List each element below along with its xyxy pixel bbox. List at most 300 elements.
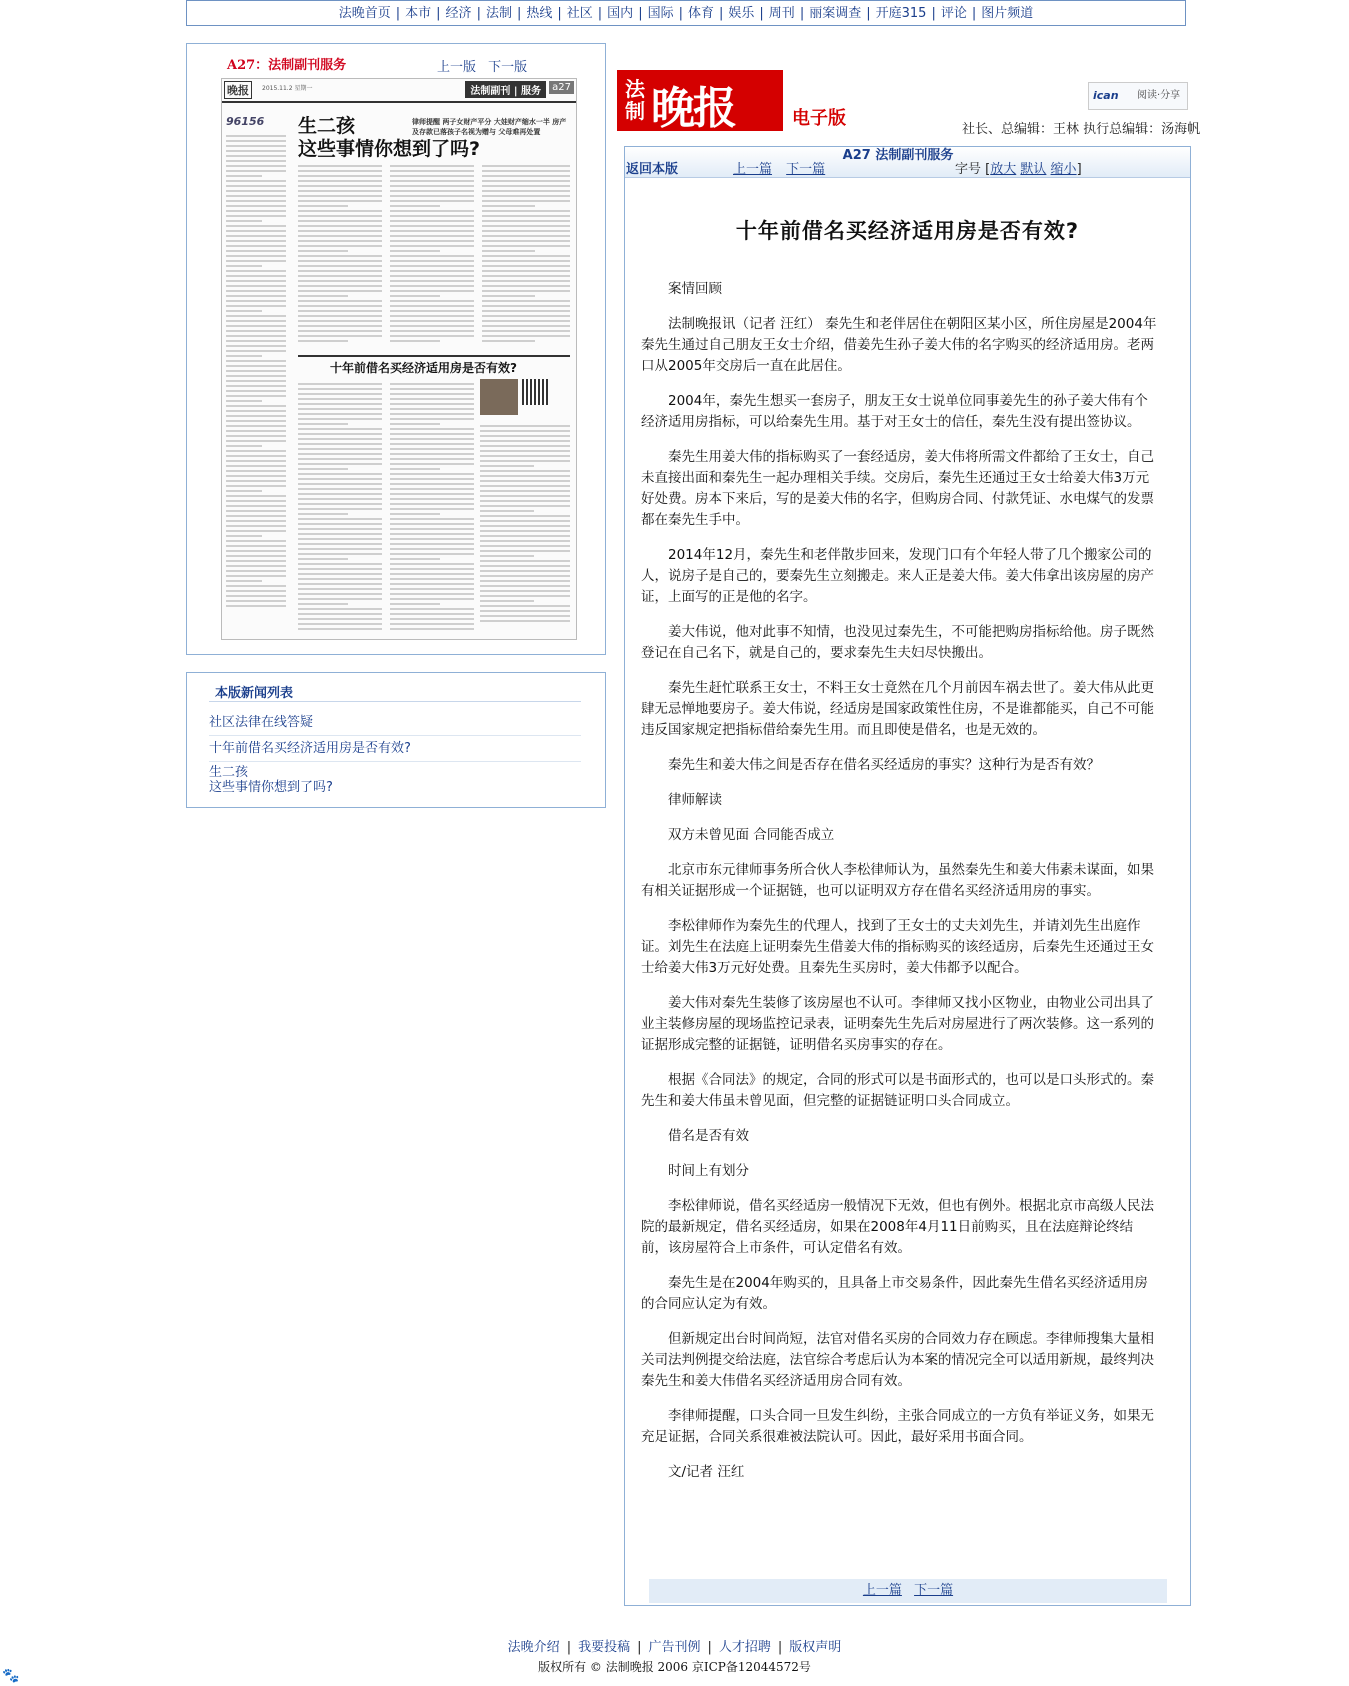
text-line	[298, 583, 382, 585]
text-line	[298, 468, 348, 470]
text-line	[390, 453, 474, 455]
article-frame	[624, 146, 1191, 1606]
text-line	[298, 558, 348, 560]
text-line	[298, 618, 382, 620]
text-line	[390, 280, 474, 282]
nav-item[interactable]: 开庭315	[875, 6, 927, 21]
text-line	[226, 455, 286, 457]
text-line	[226, 375, 286, 377]
text-line	[480, 560, 570, 562]
text-line	[390, 200, 474, 202]
footer-separator: |	[566, 1640, 572, 1655]
text-line	[226, 230, 286, 232]
article-paragraph: 秦先生是在2004年购买的，且具备上市交易条件，因此秦先生借名买经济适用房的合同应认定为有效。	[641, 1275, 1148, 1312]
text-line	[226, 150, 286, 152]
text-line	[480, 525, 570, 527]
text-line	[390, 513, 440, 515]
text-line	[226, 575, 286, 577]
text-line	[298, 290, 382, 292]
nav-item[interactable]: 本市	[405, 6, 432, 21]
text-line	[298, 573, 382, 575]
text-line	[226, 220, 262, 222]
text-line	[480, 535, 570, 537]
text-line	[482, 305, 570, 307]
text-line	[390, 578, 474, 580]
page-label: A27：法制副刊服务	[227, 58, 347, 73]
nav-item[interactable]: 评论	[940, 6, 967, 21]
text-line	[298, 300, 382, 302]
text-line	[390, 448, 474, 450]
logo-wanbao-text: 晚报	[651, 83, 735, 134]
text-line	[390, 573, 474, 575]
bottom-prev-article-link[interactable]: 上一篇	[862, 1583, 902, 1598]
thumbnail-date: 2015.11.2 星期一	[262, 85, 313, 92]
nav-item[interactable]: 国内	[607, 6, 634, 21]
text-line	[298, 418, 382, 420]
text-line	[226, 555, 286, 557]
text-line	[226, 260, 286, 262]
text-line	[226, 565, 286, 567]
text-line	[298, 478, 382, 480]
text-line	[390, 548, 474, 550]
nav-separator: |	[395, 6, 401, 21]
news-list-item[interactable]: 生二孩 这些事情你想到了吗?	[209, 765, 333, 795]
text-line	[226, 335, 286, 337]
text-line	[482, 340, 535, 342]
text-line	[226, 370, 286, 372]
text-line	[390, 623, 474, 625]
text-line	[390, 240, 474, 242]
text-line	[480, 490, 570, 492]
text-line	[480, 585, 570, 587]
text-line	[390, 393, 474, 395]
text-line	[226, 225, 286, 227]
text-line	[482, 185, 570, 187]
text-line	[298, 165, 382, 167]
nav-item[interactable]: 周刊	[768, 6, 795, 21]
text-line	[482, 165, 570, 167]
text-line	[482, 195, 570, 197]
text-line	[390, 185, 474, 187]
text-line	[226, 300, 286, 302]
nav-item[interactable]: 体育	[687, 6, 714, 21]
text-line	[480, 505, 570, 507]
paw-icon[interactable]: 🐾	[2, 1668, 20, 1684]
news-list-item[interactable]: 社区法律在线答疑	[209, 715, 581, 736]
text-line	[298, 603, 348, 605]
text-line	[226, 310, 262, 312]
text-line	[480, 500, 570, 502]
text-line	[482, 290, 570, 292]
text-line	[480, 580, 570, 582]
text-line	[298, 215, 382, 217]
ican-badge[interactable]	[1088, 82, 1188, 110]
text-line	[480, 605, 570, 607]
footer-separator: |	[777, 1640, 783, 1655]
text-line	[226, 255, 286, 257]
column-5-lines	[390, 383, 474, 633]
text-line	[390, 503, 474, 505]
text-line	[480, 575, 570, 577]
text-line	[298, 608, 382, 610]
text-line	[480, 600, 534, 602]
text-line	[298, 588, 382, 590]
column-3-lines	[482, 165, 570, 345]
thumbnail-divider	[298, 355, 570, 357]
text-line	[390, 463, 474, 465]
text-line	[482, 265, 570, 267]
news-list-title: 本版新闻列表	[215, 686, 294, 701]
back-to-page-link[interactable]: 返回本版	[626, 162, 679, 177]
text-line	[298, 388, 382, 390]
page-preview-panel	[186, 43, 606, 655]
bottom-next-article-link[interactable]: 下一篇	[914, 1583, 954, 1598]
text-line	[226, 395, 286, 397]
text-line	[298, 508, 382, 510]
text-line	[226, 355, 262, 357]
text-line	[298, 270, 382, 272]
nav-separator: |	[436, 6, 441, 21]
thumbnail-logo: 晚报	[224, 81, 252, 99]
text-line	[226, 350, 286, 352]
footer-link[interactable]: 版权声明	[789, 1640, 842, 1655]
text-line	[226, 510, 286, 512]
article-paragraph: 2014年12月，秦先生和老伴散步回来，发现门口有个年轻人带了几个搬家公司的人，说房子是自己的，要秦先生立刻搬走。来人正是姜大伟。姜大伟拿出该房屋的房产证，上面写的正是他的名字。	[641, 547, 1154, 605]
text-line	[482, 260, 570, 262]
footer-separator: |	[707, 1640, 712, 1655]
text-line	[226, 430, 286, 432]
footer-link[interactable]: 法晚介绍	[507, 1640, 560, 1655]
text-line	[226, 385, 286, 387]
text-line	[482, 235, 570, 237]
text-line	[480, 495, 570, 497]
text-line	[390, 210, 474, 212]
text-line	[390, 418, 474, 420]
text-line	[482, 280, 570, 282]
column-1-lines	[298, 165, 382, 345]
text-line	[480, 450, 570, 452]
text-line	[226, 265, 262, 267]
nav-separator: |	[516, 6, 522, 21]
next-page-link[interactable]: 下一版	[488, 60, 528, 75]
text-line	[390, 528, 474, 530]
thumbnail-subhead: 律师提醒 两子女财产平分 大娃财产缩水一半 房产及存款已落孩子名视为赠与 父母难再处置	[412, 118, 567, 136]
text-line	[390, 423, 440, 425]
nav-separator: |	[476, 6, 481, 21]
text-line	[226, 215, 286, 217]
text-line	[226, 190, 286, 192]
text-line	[390, 255, 474, 257]
text-line	[390, 413, 474, 415]
text-line	[298, 598, 382, 600]
thumbnail-page-number: a27	[549, 81, 574, 94]
text-line	[226, 305, 286, 307]
text-line	[390, 190, 474, 192]
text-line	[480, 620, 570, 622]
text-line	[226, 205, 286, 207]
text-line	[226, 380, 286, 382]
text-line	[482, 315, 570, 317]
text-line	[482, 255, 570, 257]
text-line	[482, 285, 570, 287]
text-line	[482, 175, 570, 177]
text-line	[390, 260, 474, 262]
text-line	[390, 593, 474, 595]
text-line	[390, 165, 474, 167]
footer-link[interactable]: 广告刊例	[648, 1640, 701, 1655]
text-line	[298, 403, 382, 405]
text-line	[390, 383, 474, 385]
column-2-lines	[390, 165, 474, 345]
prev-article-link[interactable]: 上一篇	[733, 162, 773, 177]
text-line	[482, 210, 570, 212]
article-paragraph: 秦先生用姜大伟的指标购买了一套经适房，姜大伟将所需文件都给了王女士，自己未直接出面和秦先生一起办理相关手续。交房后，秦先生还通过王女士给姜大伟3万元好处费。房本下来后，写的是姜大伟的名字，但购房合同、付款凭证、水电煤气的发票都在秦先生手中。	[641, 449, 1154, 528]
text-line	[298, 200, 382, 202]
article-paragraph: 秦先生赶忙联系王女士，不料王女士竟然在几个月前因车祸去世了。姜大伟从此更肆无忌惮地要房子。姜大伟说，经适房是国家政策性住房，不是谁都能买，自己不可能违反国家规定把指标借给秦先生用。而且即使是借名，也是无效的。	[641, 680, 1154, 738]
text-line	[226, 340, 286, 342]
text-line	[226, 290, 286, 292]
article-paragraph: 双方未曾见面 合同能否成立	[668, 827, 835, 843]
lawyer-photo	[480, 379, 518, 415]
prev-page-link[interactable]: 上一版	[437, 60, 477, 75]
nav-separator: |	[971, 6, 977, 21]
text-line	[390, 493, 474, 495]
text-line	[298, 613, 382, 615]
text-line	[390, 340, 440, 342]
nav-item[interactable]: 经济	[445, 6, 472, 21]
text-line	[390, 618, 474, 620]
nav-item[interactable]: 图片频道	[981, 6, 1034, 21]
text-line	[482, 220, 570, 222]
text-line	[298, 325, 382, 327]
footer-link[interactable]: 我要投稿	[578, 1640, 631, 1655]
text-line	[480, 460, 570, 462]
text-line	[390, 245, 474, 247]
text-line	[298, 340, 348, 342]
nav-item[interactable]: 娱乐	[728, 6, 755, 21]
text-line	[226, 235, 286, 237]
text-line	[226, 270, 286, 272]
text-line	[298, 265, 382, 267]
text-line	[298, 383, 382, 385]
text-line	[298, 230, 382, 232]
zoom-in-link[interactable]: 放大	[990, 162, 1017, 177]
text-line	[390, 170, 474, 172]
text-line	[480, 515, 570, 517]
text-line	[298, 185, 382, 187]
text-line	[482, 190, 570, 192]
next-article-link[interactable]: 下一篇	[786, 162, 826, 177]
text-line	[298, 563, 382, 565]
text-line	[390, 568, 474, 570]
article-paragraph: 案情回顾	[668, 281, 722, 297]
news-list-panel	[186, 672, 606, 808]
column-6-lines	[480, 425, 570, 625]
text-line	[298, 448, 382, 450]
text-line	[226, 250, 286, 252]
text-line	[226, 185, 286, 187]
text-line	[298, 285, 382, 287]
text-line	[482, 335, 570, 337]
article-toolbar	[625, 147, 1190, 178]
article-nav	[733, 158, 835, 177]
text-line	[390, 468, 440, 470]
zoom-out-link[interactable]: 缩小	[1050, 162, 1077, 177]
text-line	[298, 245, 382, 247]
article-paragraph: 姜大伟对秦先生装修了该房屋也不认可。李律师又找小区物业，由物业公司出具了业主装修房屋的现场监控记录表，证明秦先生先后对房屋进行了两次装修。这一系列的证据形成完整的证据链，证明借名买房事实的存在。	[641, 995, 1154, 1053]
text-line	[226, 175, 262, 177]
text-line	[226, 160, 286, 162]
text-line	[298, 533, 382, 535]
footer-separator: |	[637, 1640, 642, 1655]
text-line	[298, 195, 382, 197]
text-line	[480, 545, 570, 547]
text-line	[298, 260, 382, 262]
text-line	[390, 518, 474, 520]
text-line	[298, 210, 382, 212]
qr-code-icon	[522, 379, 548, 405]
text-line	[298, 503, 382, 505]
article-paragraph: 根据《合同法》的规定，合同的形式可以是书面形式的，也可以是口头形式的。秦先生和姜大伟虽未曾见面，但完整的证据链证明口头合同成立。	[641, 1072, 1154, 1109]
text-line	[482, 320, 570, 322]
text-line	[390, 398, 474, 400]
text-line	[390, 235, 474, 237]
text-line	[480, 520, 570, 522]
nav-item[interactable]: 法制	[485, 6, 512, 21]
text-line	[226, 320, 286, 322]
text-line	[298, 423, 348, 425]
nav-item[interactable]: 法晚首页	[338, 6, 391, 21]
text-line	[226, 200, 286, 202]
text-line	[298, 235, 382, 237]
article-bottom-nav	[649, 1579, 1167, 1603]
text-line	[390, 608, 474, 610]
text-line	[226, 505, 286, 507]
text-line	[226, 295, 286, 297]
hotline-logo: 96156	[226, 115, 265, 128]
text-line	[390, 335, 474, 337]
text-line	[226, 540, 286, 542]
text-line	[480, 470, 570, 472]
text-line	[480, 510, 534, 512]
thumbnail-headline: 生二孩 这些事情你想到了吗?	[298, 115, 481, 160]
nav-item[interactable]: 热线	[526, 6, 553, 21]
text-line	[226, 560, 286, 562]
text-line	[390, 458, 474, 460]
text-line	[226, 460, 286, 462]
text-line	[298, 275, 382, 277]
article-paragraph: 但新规定出台时间尚短，法官对借名买房的合同效力存在顾虑。李律师搜集大量相关司法判例提交给法庭，法官综合考虑后认为本案的情况完全可以适用新规，最终判决秦先生和姜大伟借名买经济适用房合同有效。	[641, 1331, 1154, 1389]
nav-item[interactable]: 丽案调查	[809, 6, 862, 21]
text-line	[226, 315, 286, 317]
text-line	[298, 393, 382, 395]
text-line	[480, 440, 570, 442]
text-line	[226, 440, 286, 442]
text-line	[482, 300, 570, 302]
nav-item[interactable]: 国际	[647, 6, 674, 21]
text-line	[390, 325, 474, 327]
text-line	[390, 305, 474, 307]
text-line	[480, 610, 570, 612]
text-line	[390, 473, 474, 475]
text-line	[390, 483, 474, 485]
text-line	[482, 250, 535, 252]
article-body	[641, 279, 1159, 1497]
article-paragraph: 北京市东元律师事务所合伙人李松律师认为，虽然秦先生和姜大伟素未谋面，如果有相关证据形成一个证据链，也可以证明双方存在借名买经济适用房的事实。	[641, 862, 1154, 899]
text-line	[298, 483, 382, 485]
ican-text: 阅读·分享	[1137, 90, 1181, 101]
text-line	[298, 413, 382, 415]
text-line	[226, 210, 286, 212]
thumbnail-masthead	[222, 79, 576, 103]
text-line	[480, 555, 534, 557]
text-line	[226, 275, 286, 277]
news-list-item[interactable]: 十年前借名买经济适用房是否有效?	[209, 741, 581, 762]
text-line	[390, 538, 474, 540]
text-line	[298, 453, 382, 455]
text-line	[482, 275, 570, 277]
text-line	[482, 225, 570, 227]
text-line	[480, 540, 570, 542]
nav-separator: |	[557, 6, 562, 21]
text-line	[390, 428, 474, 430]
page-nav	[437, 56, 535, 75]
text-line	[298, 473, 382, 475]
nav-separator: |	[719, 6, 724, 21]
footer-link[interactable]: 人才招聘	[718, 1640, 771, 1655]
text-line	[390, 205, 440, 207]
newspaper-page-thumbnail[interactable]	[221, 78, 577, 640]
text-line	[480, 615, 570, 617]
text-line	[390, 290, 474, 292]
text-line	[480, 430, 570, 432]
text-line	[298, 225, 382, 227]
text-line	[390, 443, 474, 445]
article-paragraph: 文/记者 汪红	[668, 1464, 745, 1480]
text-line	[298, 250, 348, 252]
text-line	[390, 295, 440, 297]
article-paragraph: 李律师提醒，口头合同一旦发生纠纷，主张合同成立的一方负有举证义务，如果无充足证据，合同关系很难被法院认可。因此，最好采用书面合同。	[641, 1408, 1154, 1445]
text-line	[480, 565, 570, 567]
text-line	[390, 250, 440, 252]
text-line	[390, 220, 474, 222]
text-line	[226, 140, 286, 142]
text-line	[390, 320, 474, 322]
thumbnail-sidebar	[226, 115, 288, 635]
text-line	[480, 590, 570, 592]
text-line	[298, 398, 382, 400]
text-line	[226, 475, 286, 477]
text-line	[298, 493, 382, 495]
text-line	[482, 245, 570, 247]
text-line	[226, 490, 262, 492]
top-navigation	[186, 0, 1186, 26]
nav-item[interactable]: 社区	[566, 6, 593, 21]
text-line	[226, 405, 286, 407]
text-line	[298, 488, 382, 490]
text-line	[226, 365, 286, 367]
text-line	[226, 470, 286, 472]
default-size-link[interactable]: 默认	[1020, 162, 1047, 177]
text-line	[390, 603, 440, 605]
text-line	[298, 463, 382, 465]
text-line	[226, 485, 286, 487]
text-line	[482, 330, 570, 332]
text-line	[226, 570, 286, 572]
text-line	[226, 180, 286, 182]
text-line	[298, 578, 382, 580]
logo-fa-text: 法制	[625, 77, 645, 123]
